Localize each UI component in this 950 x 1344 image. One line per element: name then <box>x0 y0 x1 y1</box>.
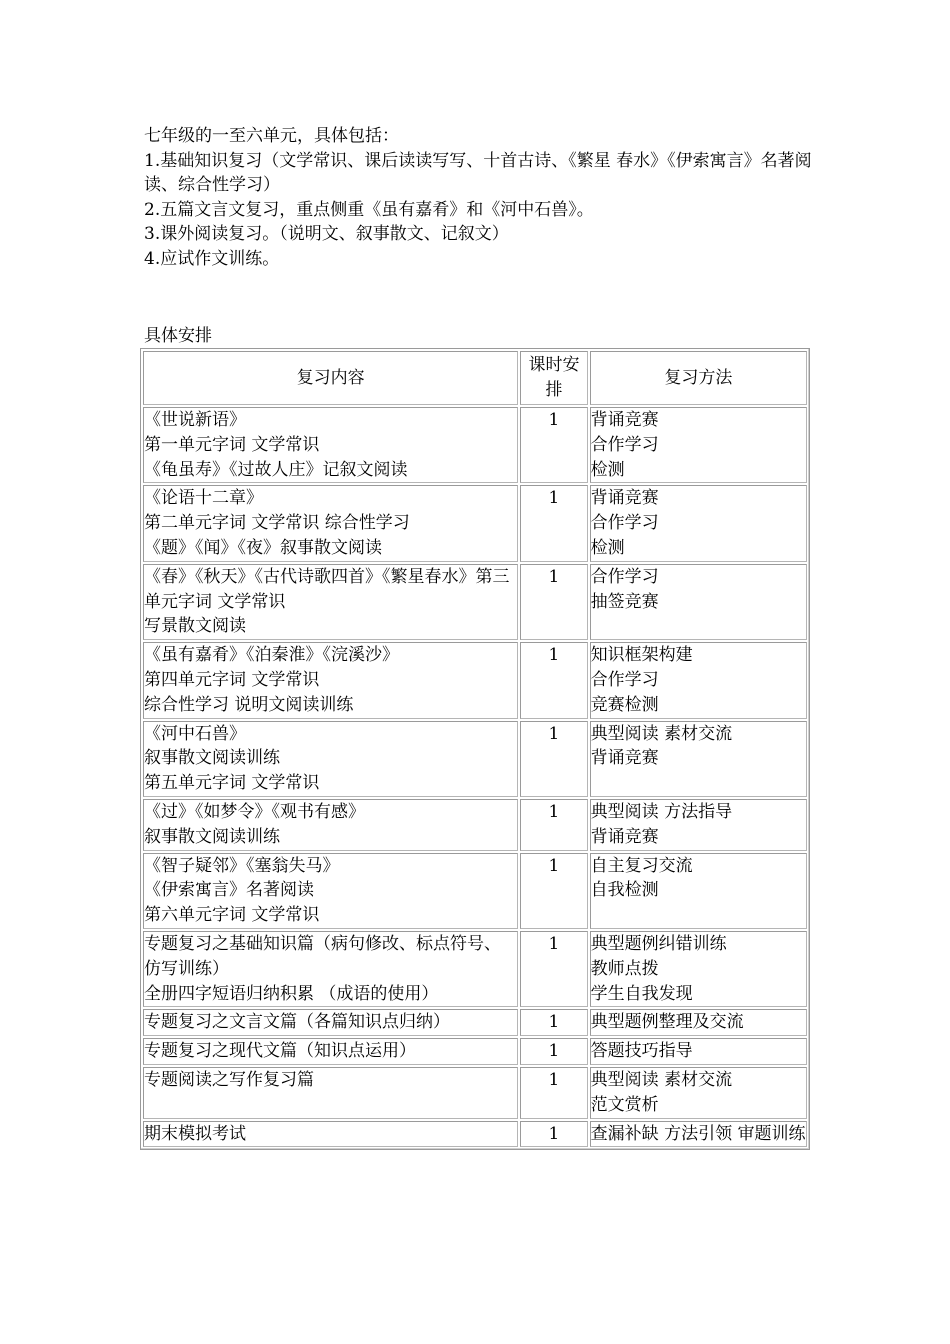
method-line: 检测 <box>590 537 625 558</box>
content-line: 《智子疑邻》《塞翁失马》 <box>144 855 340 876</box>
method-line: 查漏补缺 方法引领 审题训练 <box>590 1123 806 1144</box>
content-line: 第五单元字词 文学常识 <box>144 773 320 794</box>
cell-method <box>590 642 807 718</box>
schedule-table <box>140 348 810 1150</box>
intro-item-4: 4.应试作文训练。 <box>144 248 280 269</box>
cell-content <box>143 1067 518 1119</box>
header-method: 复习方法 <box>590 351 807 405</box>
schedule-title: 具体安排 <box>144 326 212 346</box>
content-line: 《虽有嘉肴》《泊秦淮》《浣溪沙》 <box>144 645 399 666</box>
method-line: 典型阅读 素材交流 <box>590 723 733 744</box>
header-content: 复习内容 <box>143 351 518 405</box>
intro-item-1: 1.基础知识复习（文学常识、课后读读写写、十首古诗、《繁星 春水》《伊索寓言》名著阅读、综合性学习） <box>144 150 812 195</box>
cell-method <box>590 1067 807 1119</box>
content-line: 《世说新语》 <box>144 410 246 430</box>
content-line: 《论语十二章》 <box>144 488 263 509</box>
method-line: 学生自我发现 <box>590 983 693 1004</box>
content-line: 专题复习之文言文篇（各篇知识点归纳） <box>144 1012 450 1033</box>
method-line: 合作学习 <box>590 434 659 455</box>
cell-content <box>143 407 518 483</box>
method-line: 典型阅读 素材交流 <box>590 1069 733 1090</box>
content-line: 第四单元字词 文学常识 <box>144 669 320 690</box>
cell-content <box>143 1038 518 1065</box>
cell-hours: 1 <box>520 1121 587 1148</box>
table-row <box>143 1067 807 1119</box>
method-line: 典型阅读 方法指导 <box>590 801 733 822</box>
method-line: 合作学习 <box>590 513 659 534</box>
cell-hours: 1 <box>520 642 587 718</box>
intro-item-3: 3.课外阅读复习。（说明文、叙事散文、记叙文） <box>144 224 509 244</box>
cell-hours: 1 <box>520 485 587 561</box>
cell-content <box>143 799 518 851</box>
cell-method <box>590 564 807 640</box>
cell-method <box>590 1038 807 1065</box>
table-row <box>143 1009 807 1036</box>
content-line: 《春》《秋天》《古代诗歌四首》《繁星春水》第三单元字词 文学常识 <box>144 566 510 612</box>
intro-item-2: 2.五篇文言文复习，重点侧重《虽有嘉肴》和《河中石兽》。 <box>144 199 594 220</box>
table-row <box>143 564 807 640</box>
method-line: 自我检测 <box>590 880 659 901</box>
cell-hours: 1 <box>520 799 587 851</box>
cell-content <box>143 564 518 640</box>
cell-content <box>143 642 518 718</box>
cell-hours: 1 <box>520 407 587 483</box>
content-line: 综合性学习 说明文阅读训练 <box>144 694 354 715</box>
table-row <box>143 642 807 718</box>
content-line: 第六单元字词 文学常识 <box>144 905 320 926</box>
cell-method <box>590 407 807 483</box>
cell-content <box>143 931 518 1007</box>
table-row <box>143 1038 807 1065</box>
method-line: 背诵竞赛 <box>590 826 659 847</box>
cell-method <box>590 485 807 561</box>
cell-method <box>590 721 807 797</box>
method-line: 典型题例整理及交流 <box>590 1012 744 1033</box>
method-line: 答题技巧指导 <box>590 1041 693 1062</box>
header-hours: 课时安排 <box>520 351 587 405</box>
cell-hours: 1 <box>520 564 587 640</box>
content-line: 叙事散文阅读训练 <box>144 826 280 847</box>
method-line: 合作学习 <box>590 669 659 690</box>
method-line: 自主复习交流 <box>590 855 693 876</box>
content-line: 第二单元字词 文学常识 综合性学习 <box>144 513 410 534</box>
content-line: 专题复习之基础知识篇（病句修改、标点符号、仿写训练） <box>144 933 501 979</box>
table-row <box>143 407 807 483</box>
method-line: 背诵竞赛 <box>590 748 659 769</box>
content-line: 期末模拟考试 <box>144 1123 246 1144</box>
cell-content <box>143 853 518 929</box>
content-line: 《河中石兽》 <box>144 723 246 744</box>
method-line: 检测 <box>590 459 625 480</box>
method-line: 抽签竞赛 <box>590 591 659 612</box>
cell-hours: 1 <box>520 1038 587 1065</box>
cell-content <box>143 1009 518 1036</box>
content-line: 专题阅读之写作复习篇 <box>144 1069 314 1090</box>
table-row <box>143 931 807 1007</box>
content-line: 《题》《闻》《夜》叙事散文阅读 <box>144 537 382 558</box>
cell-content <box>143 485 518 561</box>
cell-hours: 1 <box>520 1067 587 1119</box>
content-line: 叙事散文阅读训练 <box>144 748 280 769</box>
table-row <box>143 1121 807 1148</box>
cell-method <box>590 1009 807 1036</box>
method-line: 教师点拨 <box>590 958 659 979</box>
cell-hours: 1 <box>520 931 587 1007</box>
method-line: 背诵竞赛 <box>590 488 659 509</box>
content-line: 写景散文阅读 <box>144 616 246 637</box>
content-line: 全册四字短语归纳积累 （成语的使用） <box>144 983 439 1004</box>
table-row <box>143 485 807 561</box>
cell-hours: 1 <box>520 853 587 929</box>
table-row <box>143 721 807 797</box>
table-header-row <box>143 351 807 405</box>
method-line: 背诵竞赛 <box>590 410 659 430</box>
cell-method <box>590 799 807 851</box>
schedule-body <box>143 407 807 1147</box>
content-line: 《过》《如梦令》《观书有感》 <box>144 801 365 822</box>
cell-method <box>590 931 807 1007</box>
content-line: 专题复习之现代文篇（知识点运用） <box>144 1041 416 1062</box>
table-row <box>143 853 807 929</box>
method-line: 范文赏析 <box>590 1094 659 1115</box>
method-line: 知识框架构建 <box>590 645 693 666</box>
cell-content <box>143 721 518 797</box>
intro-section <box>144 124 824 271</box>
method-line: 合作学习 <box>590 566 659 587</box>
cell-hours: 1 <box>520 1009 587 1036</box>
method-line: 竞赛检测 <box>590 694 659 715</box>
intro-lead: 七年级的一至六单元，具体包括： <box>144 126 399 146</box>
content-line: 第一单元字词 文学常识 <box>144 434 320 455</box>
content-line: 《伊索寓言》名著阅读 <box>144 880 314 901</box>
table-row <box>143 799 807 851</box>
content-line: 《龟虽寿》《过故人庄》记叙文阅读 <box>144 459 408 480</box>
cell-method <box>590 853 807 929</box>
method-line: 典型题例纠错训练 <box>590 933 727 954</box>
cell-hours: 1 <box>520 721 587 797</box>
cell-content <box>143 1121 518 1148</box>
cell-method <box>590 1121 807 1148</box>
